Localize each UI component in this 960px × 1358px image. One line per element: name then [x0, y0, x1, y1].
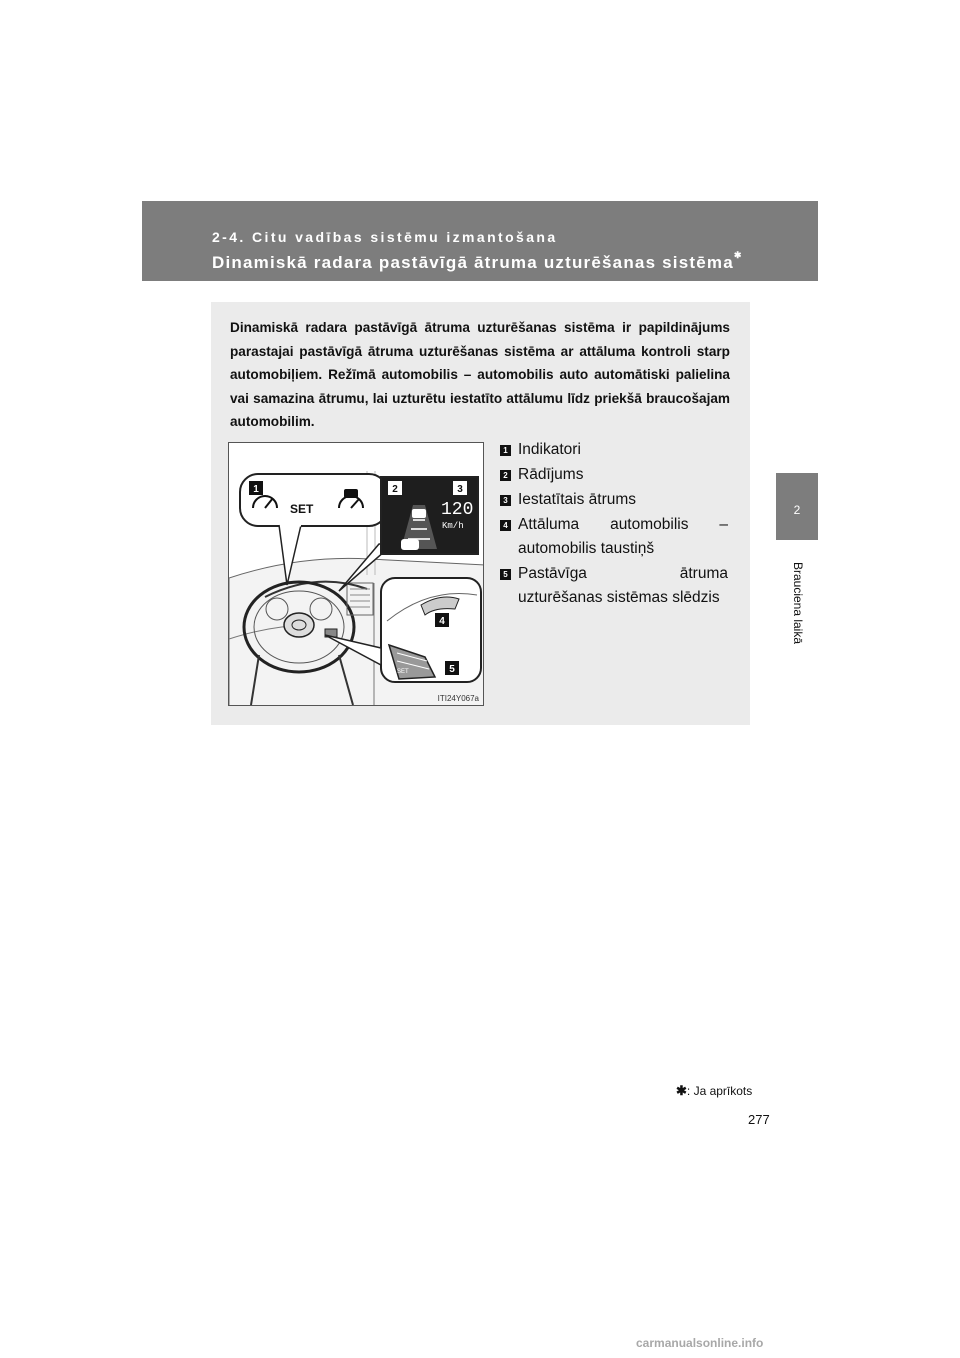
page-number: 277	[748, 1112, 770, 1127]
legend-label: Attāluma automobilis – automobilis taustiņš	[518, 516, 728, 557]
own-vehicle-icon	[401, 539, 419, 550]
callout-1	[249, 481, 263, 495]
page-title	[212, 250, 743, 273]
chapter-label-text: Brauciena laikā	[791, 561, 805, 645]
toyota-logo-icon	[284, 613, 314, 637]
legend-number: 2	[500, 470, 511, 481]
page-title-text: Dinamiskā radara pastāvīgā ātruma uzturēšanas sistēma	[212, 253, 734, 272]
stalk-label-set: SET	[397, 669, 409, 675]
legend-label: Indikatori	[518, 441, 581, 458]
footnote	[676, 1083, 752, 1099]
legend-list	[500, 438, 728, 611]
legend-item	[500, 488, 728, 512]
chapter-number: 2	[793, 503, 801, 517]
svg-text:4: 4	[439, 616, 445, 627]
legend-label: Pastāvīga ātruma uzturēšanas sistēmas slēdzis	[518, 565, 728, 606]
set-indicator: SET	[290, 502, 314, 516]
callout-2	[388, 481, 402, 495]
legend-item	[500, 438, 728, 462]
legend-number: 5	[500, 569, 511, 580]
footnote-text: : Ja aprīkots	[686, 1084, 753, 1098]
legend-label: Rādījums	[518, 466, 584, 483]
dashboard-illustration	[228, 442, 484, 706]
intro-paragraph: Dinamiskā radara pastāvīgā ātruma uzturēšanas sistēma ir papildinājums parastajai pastāvīgā ātruma uzturēšanas sistēma ar attāluma kontroli starp automobiļiem. Režīmā automobilis – automobilis auto automātiski palielina vai samazina ātrumu, lai uzturētu iestatīto attālumu līdz priekšā braucošajam automobilim.	[230, 320, 730, 429]
footnote-mark: ✱	[676, 1083, 687, 1098]
legend-number: 3	[500, 495, 511, 506]
svg-text:5: 5	[449, 664, 455, 675]
legend-label: Iestatītais ātrums	[518, 491, 637, 508]
content-box	[211, 302, 750, 725]
section-label: 2-4. Citu vadības sistēmu izmantošana	[212, 229, 558, 245]
legend-item	[500, 513, 728, 561]
figure-code: ITI24Y067a	[437, 694, 479, 703]
dashboard-drawing	[229, 443, 484, 706]
callout-3	[453, 481, 467, 495]
legend-item	[500, 463, 728, 487]
preceding-vehicle-icon	[412, 509, 426, 518]
legend-number: 4	[500, 520, 511, 531]
speed-unit: Km/h	[442, 521, 464, 531]
chapter-label	[783, 548, 813, 658]
svg-text:3: 3	[457, 484, 463, 495]
callout-4	[435, 613, 449, 627]
svg-text:1: 1	[253, 484, 259, 495]
set-speed-value: 120	[441, 500, 474, 520]
legend-item	[500, 562, 728, 610]
optional-equipment-mark: ✱	[733, 250, 743, 261]
chapter-tab[interactable]	[776, 473, 818, 540]
callout-5	[445, 661, 459, 675]
header-band	[142, 201, 818, 281]
watermark[interactable]: carmanualsonline.info	[636, 1336, 764, 1350]
legend-number: 1	[500, 445, 511, 456]
svg-text:2: 2	[392, 484, 398, 495]
